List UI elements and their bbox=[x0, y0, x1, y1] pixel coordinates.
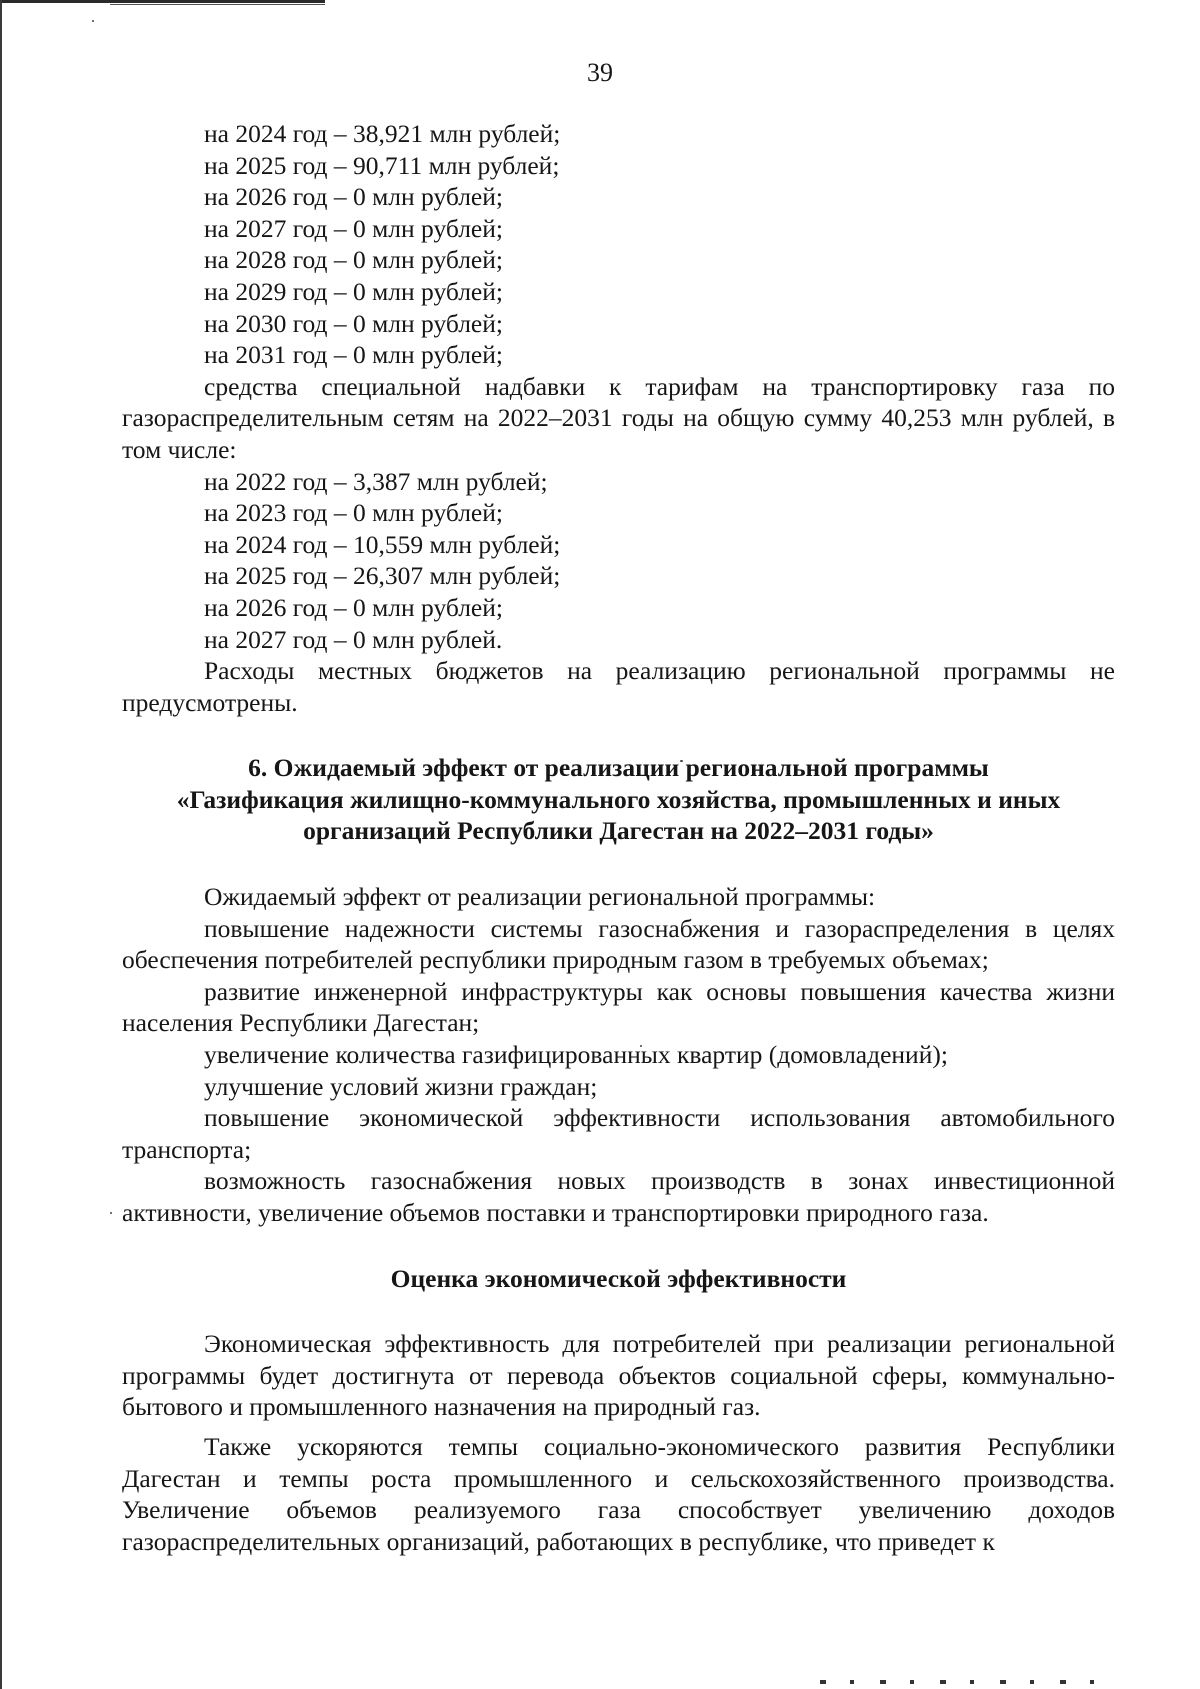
effect-item: повышение надежности системы газоснабжения и газораспределения в целях обеспечения потребителей республики природным газом в требуемых объемах; bbox=[122, 913, 1115, 975]
section-6-heading bbox=[122, 752, 1115, 847]
list-item: на 2030 год – 0 млн рублей; bbox=[204, 308, 503, 338]
heading-line: 6. Ожидаемый эффект от реализации региональной программы bbox=[248, 753, 989, 783]
list-item: на 2028 год – 0 млн рублей; bbox=[204, 245, 503, 275]
list-item: на 2025 год – 26,307 млн рублей; bbox=[204, 561, 561, 591]
list-item: на 2027 год – 0 млн рублей. bbox=[204, 624, 503, 654]
scan-edge-left bbox=[0, 0, 2, 1689]
funding-list-b bbox=[122, 466, 1115, 656]
economic-paragraph: Экономическая эффективность для потребителей при реализации региональной программы будет достигнута от перевода объектов социальной сферы, коммунально-бытового и промышленного назначения на природный газ. bbox=[122, 1329, 1115, 1422]
effect-item: возможность газоснабжения новых производств в зонах инвестиционной активности, увеличение объемов поставки и транспортировки природного газа. bbox=[122, 1166, 1115, 1227]
heading-line: организаций Республики Дагестан на 2022–2031 годы» bbox=[303, 816, 934, 846]
scan-speck bbox=[92, 20, 94, 22]
list-item: на 2022 год – 3,387 млн рублей; bbox=[204, 466, 548, 496]
list-item: на 2029 год – 0 млн рублей; bbox=[204, 276, 503, 306]
document-body bbox=[122, 118, 1115, 1557]
effect-item: повышение экономической эффективности использования автомобильного транспорта; bbox=[122, 1103, 1115, 1164]
economic-efficiency-heading: Оценка экономической эффективности bbox=[390, 1263, 847, 1293]
effect-item: улучшение условий жизни граждан; bbox=[204, 1071, 598, 1101]
effects-list bbox=[122, 913, 1115, 1229]
local-budgets-paragraph: Расходы местных бюджетов на реализацию региональной программы не предусмотрены. bbox=[122, 656, 1115, 717]
list-item: на 2026 год – 0 млн рублей; bbox=[204, 592, 503, 622]
scan-artifact-bottom bbox=[820, 1680, 1120, 1684]
list-item: на 2025 год – 90,711 млн рублей; bbox=[204, 150, 560, 180]
funding-list-a bbox=[122, 118, 1115, 371]
list-item: на 2024 год – 38,921 млн рублей; bbox=[204, 119, 561, 148]
scan-speck bbox=[110, 1212, 112, 1214]
economic-paragraph: Также ускоряются темпы социально-экономического развития Республики Дагестан и темпы роста промышленного и сельскохозяйственного производства. Увеличение объемов реализуемого газа способствует увеличению доходов газораспределительных организаций, работающих в республике, что приведет к bbox=[122, 1431, 1115, 1556]
effects-intro: Ожидаемый эффект от реализации региональной программы: bbox=[204, 882, 876, 912]
heading-line: «Газификация жилищно-коммунального хозяйства, промышленных и иных bbox=[176, 784, 1061, 814]
list-item: на 2031 год – 0 млн рублей; bbox=[204, 340, 503, 370]
list-item: на 2026 год – 0 млн рублей; bbox=[204, 182, 503, 212]
effect-item: увеличение количества газифицированных квартир (домовладений); bbox=[204, 1040, 948, 1070]
special-surcharge-paragraph: средства специальной надбавки к тарифам на транспортировку газа по газораспределительным сетям на 2022–2031 годы на общую сумму 40,253 млн рублей, в том числе: bbox=[122, 371, 1115, 464]
effect-item: развитие инженерной инфраструктуры как основы повышения качества жизни населения Республики Дагестан; bbox=[122, 976, 1115, 1038]
list-item: на 2024 год – 10,559 млн рублей; bbox=[204, 529, 561, 559]
list-item: на 2023 год – 0 млн рублей; bbox=[204, 498, 503, 528]
scan-edge-top bbox=[0, 0, 325, 3]
page-number: 39 bbox=[587, 58, 613, 87]
list-item: на 2027 год – 0 млн рублей; bbox=[204, 213, 503, 243]
scan-edge-top-inner bbox=[110, 4, 325, 5]
